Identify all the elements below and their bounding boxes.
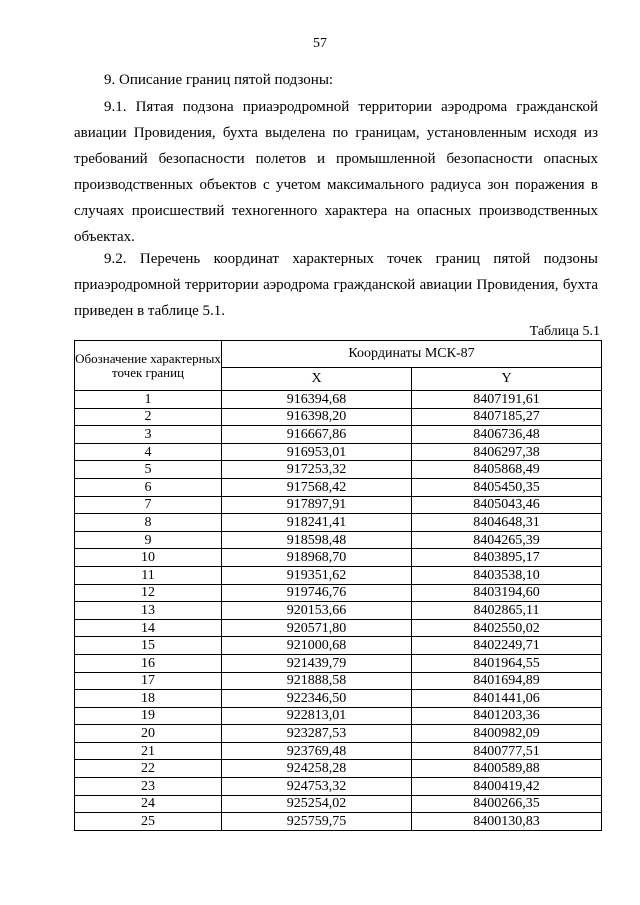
point-number-cell: 12 xyxy=(75,584,222,602)
y-coordinate-cell: 8402550,02 xyxy=(412,619,602,637)
y-coordinate-cell: 8404265,39 xyxy=(412,531,602,549)
header-point-name: Обозначение характерных точек границ xyxy=(75,341,222,391)
header-coordinates-group: Координаты МСК-87 xyxy=(222,341,602,368)
x-coordinate-cell: 924258,28 xyxy=(222,760,412,778)
point-number-cell: 20 xyxy=(75,725,222,743)
point-number-cell: 11 xyxy=(75,566,222,584)
point-number-cell: 21 xyxy=(75,742,222,760)
point-number-cell: 10 xyxy=(75,549,222,567)
x-coordinate-cell: 918968,70 xyxy=(222,549,412,567)
y-coordinate-cell: 8400589,88 xyxy=(412,760,602,778)
table-row xyxy=(75,584,602,602)
x-coordinate-cell: 917897,91 xyxy=(222,496,412,514)
x-coordinate-cell: 920571,80 xyxy=(222,619,412,637)
y-coordinate-cell: 8405043,46 xyxy=(412,496,602,514)
x-coordinate-cell: 923287,53 xyxy=(222,725,412,743)
header-x: X xyxy=(222,368,412,391)
y-coordinate-cell: 8405868,49 xyxy=(412,461,602,479)
table-row xyxy=(75,778,602,796)
x-coordinate-cell: 920153,66 xyxy=(222,602,412,620)
x-coordinate-cell: 922813,01 xyxy=(222,707,412,725)
point-number-cell: 5 xyxy=(75,461,222,479)
table-row xyxy=(75,531,602,549)
table-row xyxy=(75,426,602,444)
header-y: Y xyxy=(412,368,602,391)
x-coordinate-cell: 919746,76 xyxy=(222,584,412,602)
y-coordinate-cell: 8400266,35 xyxy=(412,795,602,813)
section-heading: 9. Описание границ пятой подзоны: xyxy=(104,72,334,88)
y-coordinate-cell: 8400419,42 xyxy=(412,778,602,796)
paragraph-9-2: 9.2. Перечень координат характерных точек границ пятой подзоны приаэродромной территории аэродрома гражданской авиации Провидения, бухта приведен в таблице 5.1. xyxy=(74,251,598,319)
point-number-cell: 16 xyxy=(75,654,222,672)
y-coordinate-cell: 8406297,38 xyxy=(412,443,602,461)
y-coordinate-cell: 8406736,48 xyxy=(412,426,602,444)
page-number: 57 xyxy=(313,36,327,51)
x-coordinate-cell: 919351,62 xyxy=(222,566,412,584)
y-coordinate-cell: 8400982,09 xyxy=(412,725,602,743)
table-row xyxy=(75,707,602,725)
point-number-cell: 6 xyxy=(75,478,222,496)
x-coordinate-cell: 917253,32 xyxy=(222,461,412,479)
y-coordinate-cell: 8402865,11 xyxy=(412,602,602,620)
table-row xyxy=(75,549,602,567)
y-coordinate-cell: 8402249,71 xyxy=(412,637,602,655)
table-row xyxy=(75,813,602,831)
table-body xyxy=(75,391,602,831)
x-coordinate-cell: 916953,01 xyxy=(222,443,412,461)
table-row xyxy=(75,408,602,426)
table-row xyxy=(75,795,602,813)
y-coordinate-cell: 8401203,36 xyxy=(412,707,602,725)
point-number-cell: 3 xyxy=(75,426,222,444)
y-coordinate-cell: 8400777,51 xyxy=(412,742,602,760)
x-coordinate-cell: 921439,79 xyxy=(222,654,412,672)
x-coordinate-cell: 916398,20 xyxy=(222,408,412,426)
y-coordinate-cell: 8403194,60 xyxy=(412,584,602,602)
table-row xyxy=(75,566,602,584)
point-number-cell: 1 xyxy=(75,391,222,409)
y-coordinate-cell: 8403538,10 xyxy=(412,566,602,584)
point-number-cell: 15 xyxy=(75,637,222,655)
table-row xyxy=(75,760,602,778)
table-row xyxy=(75,443,602,461)
table-row xyxy=(75,461,602,479)
point-number-cell: 18 xyxy=(75,690,222,708)
x-coordinate-cell: 918598,48 xyxy=(222,531,412,549)
x-coordinate-cell: 917568,42 xyxy=(222,478,412,496)
table-row xyxy=(75,478,602,496)
point-number-cell: 13 xyxy=(75,602,222,620)
y-coordinate-cell: 8407191,61 xyxy=(412,391,602,409)
y-coordinate-cell: 8401441,06 xyxy=(412,690,602,708)
table-row xyxy=(75,725,602,743)
point-number-cell: 19 xyxy=(75,707,222,725)
point-number-cell: 8 xyxy=(75,514,222,532)
x-coordinate-cell: 916394,68 xyxy=(222,391,412,409)
x-coordinate-cell: 923769,48 xyxy=(222,742,412,760)
x-coordinate-cell: 922346,50 xyxy=(222,690,412,708)
x-coordinate-cell: 925254,02 xyxy=(222,795,412,813)
y-coordinate-cell: 8403895,17 xyxy=(412,549,602,567)
point-number-cell: 2 xyxy=(75,408,222,426)
point-number-cell: 14 xyxy=(75,619,222,637)
table-row xyxy=(75,637,602,655)
table-row xyxy=(75,496,602,514)
point-number-cell: 17 xyxy=(75,672,222,690)
x-coordinate-cell: 921000,68 xyxy=(222,637,412,655)
point-number-cell: 9 xyxy=(75,531,222,549)
y-coordinate-cell: 8407185,27 xyxy=(412,408,602,426)
table-row xyxy=(75,602,602,620)
point-number-cell: 24 xyxy=(75,795,222,813)
table-row xyxy=(75,654,602,672)
y-coordinate-cell: 8401964,55 xyxy=(412,654,602,672)
x-coordinate-cell: 924753,32 xyxy=(222,778,412,796)
point-number-cell: 4 xyxy=(75,443,222,461)
y-coordinate-cell: 8405450,35 xyxy=(412,478,602,496)
table-row xyxy=(75,672,602,690)
x-coordinate-cell: 925759,75 xyxy=(222,813,412,831)
y-coordinate-cell: 8401694,89 xyxy=(412,672,602,690)
x-coordinate-cell: 916667,86 xyxy=(222,426,412,444)
x-coordinate-cell: 918241,41 xyxy=(222,514,412,532)
y-coordinate-cell: 8400130,83 xyxy=(412,813,602,831)
point-number-cell: 7 xyxy=(75,496,222,514)
table-row xyxy=(75,619,602,637)
table-row xyxy=(75,690,602,708)
point-number-cell: 22 xyxy=(75,760,222,778)
x-coordinate-cell: 921888,58 xyxy=(222,672,412,690)
table-row xyxy=(75,391,602,409)
paragraph-9-1: 9.1. Пятая подзона приаэродромной территории аэродрома гражданской авиации Провидения, бухта выделена по границам, установленным исходя из требований безопасности полетов и промышленной безопасности опасных производственных объектов с учетом максимального радиуса зон поражения в случаях происшествий техногенного характера на опасных производственных объектах. xyxy=(74,99,598,245)
coordinates-table xyxy=(74,340,602,831)
point-number-cell: 23 xyxy=(75,778,222,796)
y-coordinate-cell: 8404648,31 xyxy=(412,514,602,532)
table-row xyxy=(75,742,602,760)
table-caption: Таблица 5.1 xyxy=(529,324,600,339)
table-row xyxy=(75,514,602,532)
point-number-cell: 25 xyxy=(75,813,222,831)
